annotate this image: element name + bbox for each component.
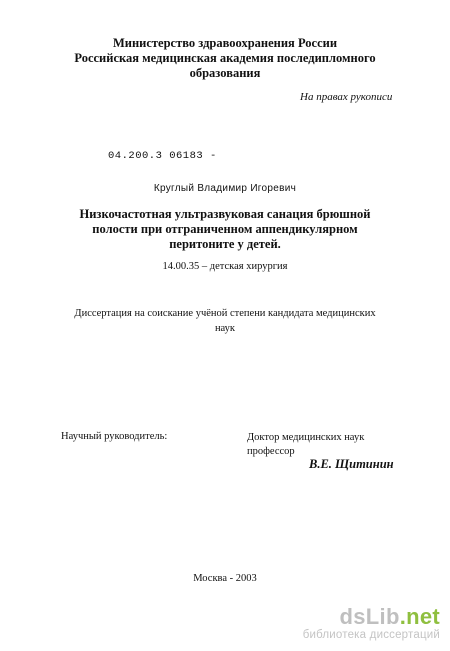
- supervisor-credentials: [247, 431, 364, 459]
- registration-stamp: 04.200.3 06183 -: [108, 150, 217, 162]
- supervisor-label: Научный руководитель:: [61, 431, 168, 442]
- dissertation-title: [60, 207, 390, 252]
- watermark-brand-tld: .net: [399, 604, 440, 629]
- place-and-year: Москва - 2003: [193, 573, 257, 584]
- supervisor-rank: профессор: [247, 446, 295, 457]
- ministry-name: Министерство здравоохранения России: [112, 36, 338, 50]
- academy-name-continued: образования: [189, 66, 261, 80]
- title-line-1: Низкочастотная ультразвуковая санация брюшной: [79, 207, 371, 221]
- institution-header: [0, 36, 450, 81]
- author-name: Круглый Владимир Игоревич: [153, 183, 297, 194]
- title-line-2: полости при отграниченном аппендикулярном: [92, 222, 358, 236]
- degree-statement: [60, 306, 390, 336]
- supervisor-degree: Доктор медицинских наук: [247, 432, 365, 443]
- specialty-code: 14.00.35 – детская хирургия: [162, 261, 288, 272]
- supervisor-name: В.Е. Щитинин: [309, 457, 394, 471]
- watermark-brand: [303, 606, 440, 628]
- title-line-3: перитоните у детей.: [169, 237, 281, 251]
- academy-name: Российская медицинская академия последипломного: [74, 51, 376, 65]
- degree-statement-line-1: Диссертация на соискание учёной степени кандидата медицинских: [74, 308, 376, 319]
- watermark-subtitle: библиотека диссертаций: [302, 629, 440, 641]
- dslib-watermark: [303, 606, 440, 642]
- watermark-brand-main: dsLib: [339, 604, 400, 629]
- degree-statement-line-2: наук: [214, 323, 236, 334]
- manuscript-rights-note: На правах рукописи: [300, 91, 393, 103]
